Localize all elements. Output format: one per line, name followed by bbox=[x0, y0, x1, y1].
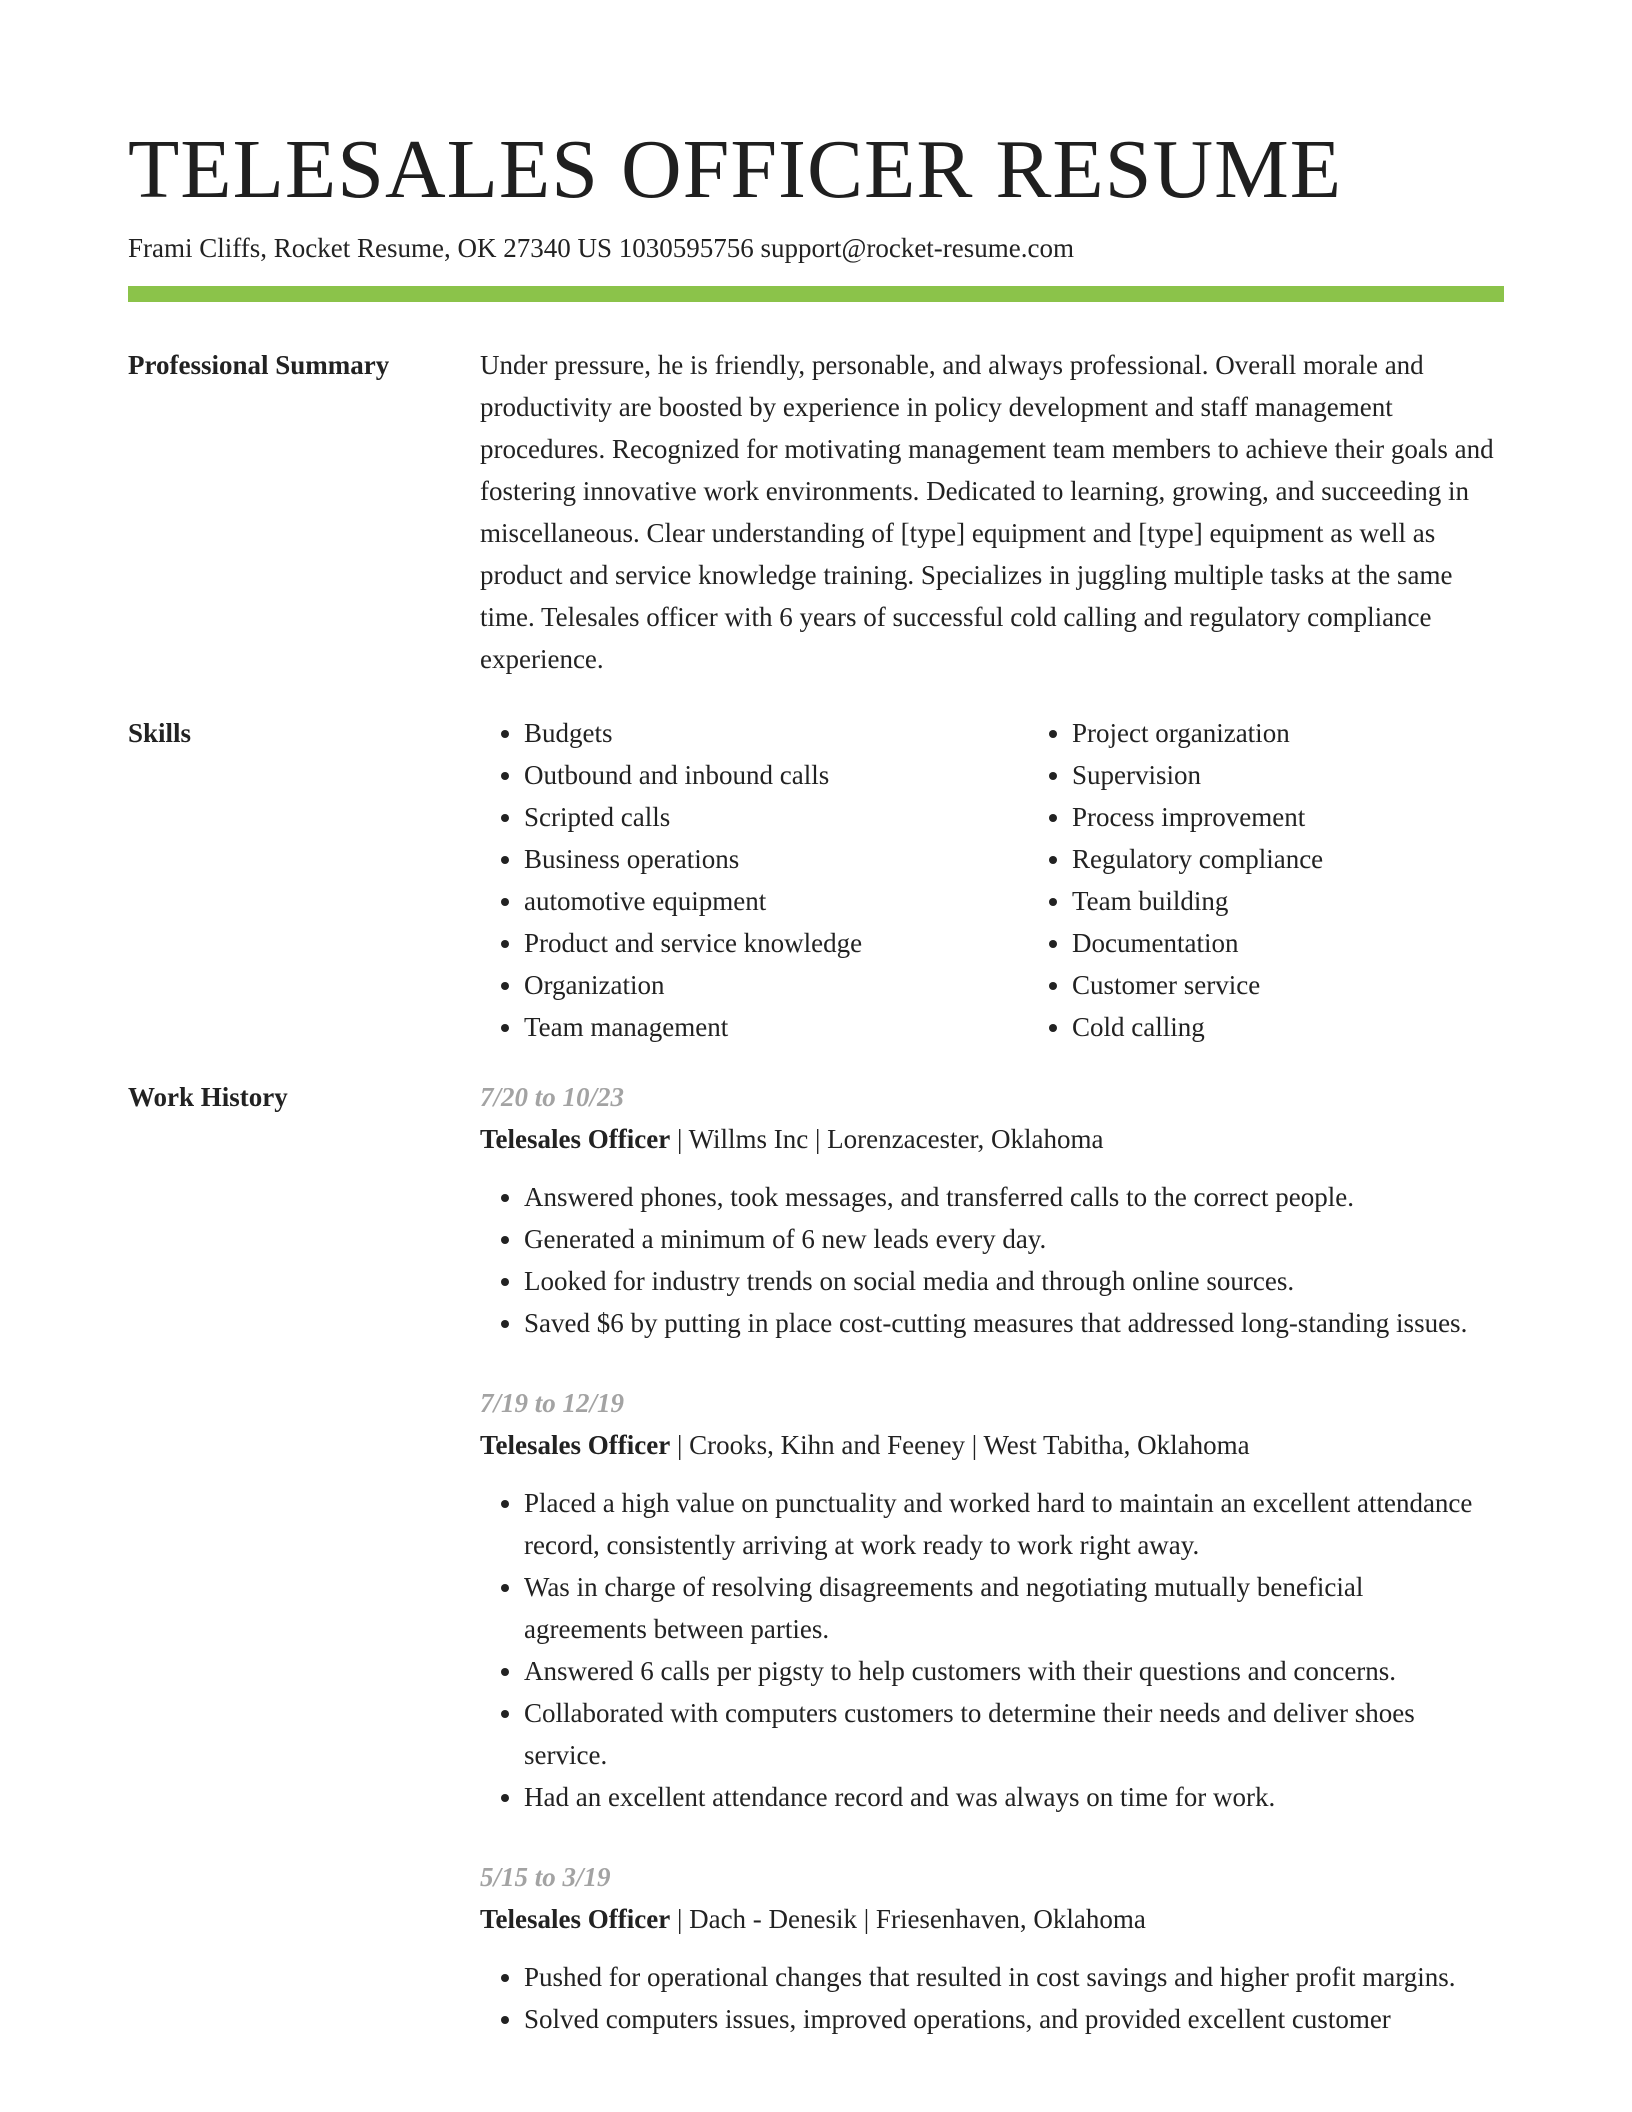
skill-item: • Project organization bbox=[1072, 712, 1576, 754]
skill-item: • Budgets bbox=[524, 712, 1028, 754]
work-history-content bbox=[480, 1076, 1504, 2078]
job-bullet: • Placed a high value on punctuality and worked hard to maintain an excellent attendance record, consistently arriving at work ready to work right away. bbox=[524, 1482, 1504, 1566]
job-bullet-list bbox=[480, 1482, 1504, 1818]
skills-list-left bbox=[480, 712, 1028, 1048]
skill-item: • Documentation bbox=[1072, 922, 1576, 964]
job-dates: 7/20 to 10/23 bbox=[480, 1082, 625, 1112]
work-history-label: Work History bbox=[128, 1082, 288, 1112]
skill-item: • Process improvement bbox=[1072, 796, 1576, 838]
job-bullet: • Looked for industry trends on social media and through online sources. bbox=[524, 1260, 1504, 1302]
job-bullet: • Was in charge of resolving disagreements and negotiating mutually beneficial agreements between parties. bbox=[524, 1566, 1504, 1650]
page-title: TELESALES OFFICER RESUME bbox=[128, 123, 1343, 216]
skill-item: • automotive equipment bbox=[524, 880, 1028, 922]
contact-line: Frami Cliffs, Rocket Resume, OK 27340 US 1030595756 support@rocket-resume.com bbox=[128, 233, 1075, 263]
job-heading bbox=[480, 1424, 1504, 1466]
summary-label: Professional Summary bbox=[128, 350, 390, 380]
skills-list-right bbox=[1028, 712, 1576, 1048]
job-company-location: | Willms Inc | Lorenzacester, Oklahoma bbox=[670, 1124, 1104, 1154]
accent-divider bbox=[128, 286, 1504, 302]
skill-item: • Team building bbox=[1072, 880, 1576, 922]
job-heading bbox=[480, 1898, 1504, 1940]
job-heading bbox=[480, 1118, 1504, 1160]
job-title: Telesales Officer bbox=[480, 1430, 671, 1460]
job-bullet-list bbox=[480, 1176, 1504, 1344]
skill-item: • Product and service knowledge bbox=[524, 922, 1028, 964]
skills-content bbox=[480, 712, 1576, 1048]
job-title: Telesales Officer bbox=[480, 1124, 671, 1154]
skill-item: • Scripted calls bbox=[524, 796, 1028, 838]
summary-content bbox=[480, 344, 1504, 680]
skill-item: • Organization bbox=[524, 964, 1028, 1006]
skill-item: • Customer service bbox=[1072, 964, 1576, 1006]
job-bullet: • Generated a minimum of 6 new leads every day. bbox=[524, 1218, 1504, 1260]
skill-item: • Business operations bbox=[524, 838, 1028, 880]
job-bullet: • Answered phones, took messages, and transferred calls to the correct people. bbox=[524, 1176, 1504, 1218]
job-bullet: • Collaborated with computers customers to determine their needs and deliver shoes service. bbox=[524, 1692, 1504, 1776]
summary-text: Under pressure, he is friendly, personable, and always professional. Overall morale and productivity are boosted by experience in policy development and staff management procedures. Recognized for motivating management team members to achieve their goals and fostering innovative work environments. Dedicated to learning, growing, and succeeding in miscellaneous. Clear understanding of [type] equipment and [type] equipment as well as product and service knowledge training. Specializes in juggling multiple tasks at the same time. Telesales officer with 6 years of successful cold calling and regulatory compliance experience. bbox=[480, 350, 1494, 674]
job-company-location: | Crooks, Kihn and Feeney | West Tabitha, Oklahoma bbox=[670, 1430, 1250, 1460]
skill-item: • Regulatory compliance bbox=[1072, 838, 1576, 880]
job-entry bbox=[480, 1076, 1504, 1344]
job-dates: 5/15 to 3/19 bbox=[480, 1862, 611, 1892]
skill-item: • Outbound and inbound calls bbox=[524, 754, 1028, 796]
job-bullet: • Answered 6 calls per pigsty to help customers with their questions and concerns. bbox=[524, 1650, 1504, 1692]
job-bullet-list bbox=[480, 1956, 1504, 2040]
job-entry bbox=[480, 1856, 1504, 2040]
job-bullet: • Solved computers issues, improved operations, and provided excellent customer bbox=[524, 1998, 1504, 2040]
job-company-location: | Dach - Denesik | Friesenhaven, Oklahoma bbox=[670, 1904, 1146, 1934]
work-history-section bbox=[128, 1076, 1504, 2078]
job-bullet: • Saved $6 by putting in place cost-cutting measures that addressed long-standing issues. bbox=[524, 1302, 1504, 1344]
skills-section bbox=[128, 712, 1504, 1048]
summary-section bbox=[128, 344, 1504, 680]
job-dates: 7/19 to 12/19 bbox=[480, 1388, 625, 1418]
job-bullet: • Had an excellent attendance record and was always on time for work. bbox=[524, 1776, 1504, 1818]
job-entry bbox=[480, 1382, 1504, 1818]
skill-item: • Team management bbox=[524, 1006, 1028, 1048]
skill-item: • Supervision bbox=[1072, 754, 1576, 796]
job-bullet: • Pushed for operational changes that resulted in cost savings and higher profit margins. bbox=[524, 1956, 1504, 1998]
resume-page bbox=[128, 118, 1504, 2078]
job-title: Telesales Officer bbox=[480, 1904, 671, 1934]
skill-item: • Cold calling bbox=[1072, 1006, 1576, 1048]
skills-label: Skills bbox=[128, 718, 192, 748]
